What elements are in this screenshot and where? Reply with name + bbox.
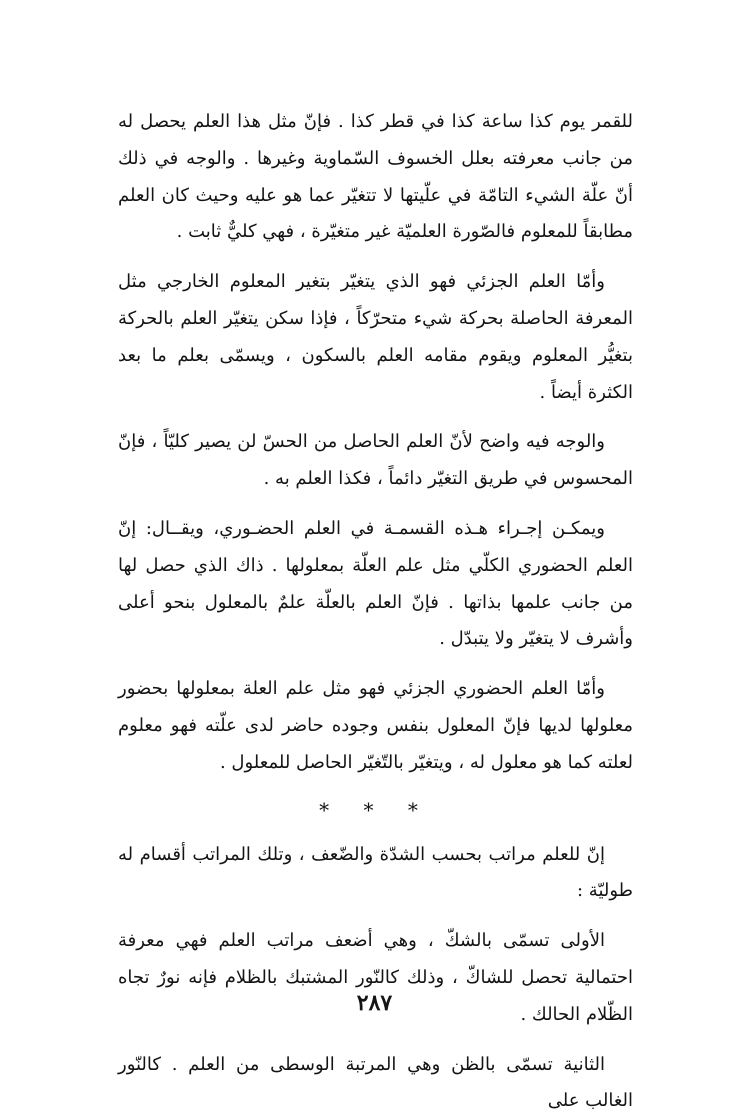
paragraph-4: ويمكـن إجـراء هـذه القسمـة في العلم الحضـوري، ويقــال: إنّ العلم الحضوري الكلّي مثل علم العلّة بمعلولها . ذاك الذي حصل لها من جانب علمها بذاتها . فإنّ العلم بالعلّة علمٌ بالمعلول بنحو أعلى وأشرف لا يتغيّر ولا يتبدّل . [118,517,633,650]
paragraph-1: للقمر يوم كذا ساعة كذا في قطر كذا . فإنّ مثل هذا العلم يحصل له من جانب معرفته بعلل الخسوف السّماوية وغيرها . والوجه في ذلك أنّ علّة الشيء التامّة في علّيتها لا تتغيّر عما هو عليه وحيث كان العلم مطابقاً للمعلوم فالصّورة العلميّة غير متغيّرة ، فهي كليٌّ ثابت . [118,111,633,243]
paragraph-3: والوجه فيه واضح لأنّ العلم الحاصل من الحسّ لن يصير كليّاً ، فإنّ المحسوس في طريق التغيّر دائماً ، فكذا العلم به . [118,431,633,490]
page-body-text [118,104,633,1120]
page-number: ٢٨٧ [356,990,393,1016]
paragraph-5: وأمّا العلم الحضوري الجزئي فهو مثل علم العلة بمعلولها بحضور معلولها لديها فإنّ المعلول بنفس وجوده حاضر لدى علّته فهو معلوم لعلته كما هو معلول له ، ويتغيّر بالتّغيّر الحاصل للمعلول . [118,678,633,773]
paragraph-7: الأولى تسمّى بالشكّ ، وهي أضعف مراتب العلم فهي معرفة احتمالية تحصل للشاكّ ، وذلك كالنّور المشتبك بالظلام فإنه نورٌ تجاه الظّلام الحالك . [118,930,633,1025]
paragraph-8: الثانية تسمّى بالظن وهي المرتبة الوسطى من العلم . كالنّور الغالب على [118,1053,633,1112]
section-separator: * * * [319,797,432,822]
paragraph-2: وأمّا العلم الجزئي فهو الذي يتغيّر بتغير المعلوم الخارجي مثل المعرفة الحاصلة بحركة شيء متحرّكاً ، فإذا سكن يتغيّر العلم بالحركة بتغيُّر المعلوم ويقوم مقامه العلم بالسكون ، ويسمّى بعلم ما بعد الكثرة أيضاً . [118,271,633,403]
paragraph-6: إنّ للعلم مراتب بحسب الشدّة والضّعف ، وتلك المراتب أقسام له طوليّة : [118,843,633,902]
